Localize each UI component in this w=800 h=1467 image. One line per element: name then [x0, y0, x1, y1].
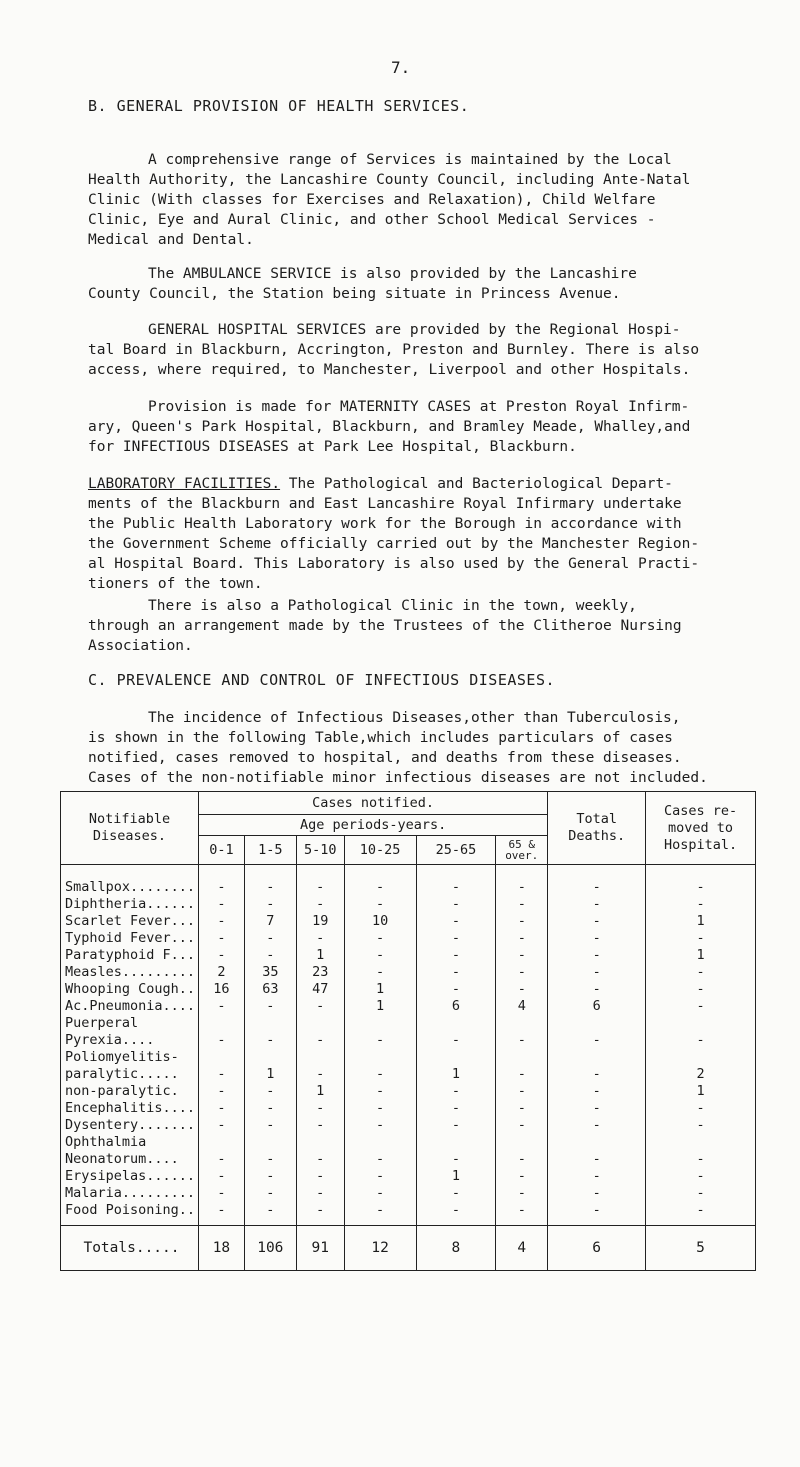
- table-cell: -: [344, 1015, 416, 1049]
- table-cell: -: [416, 1083, 496, 1100]
- section-b-paragraph-4: Provision is made for MATERNITY CASES at Preston Royal Infirm- ary, Queen's Park Hospital, Blackburn, and Bramley Meade, Whalley,and for INFECTIOUS DISEASES at Park Lee Hospital, Blackburn.: [88, 399, 691, 455]
- table-cell: -: [496, 1015, 548, 1049]
- table-cell: -: [646, 896, 756, 913]
- table-cell: -: [496, 896, 548, 913]
- table-cell: -: [416, 865, 496, 897]
- table-row: [61, 1117, 756, 1134]
- table-cell: -: [296, 1168, 344, 1185]
- totals-label: Totals.....: [61, 1226, 199, 1271]
- table-cell: -: [198, 865, 244, 897]
- disease-name: Dysentery.......: [61, 1117, 199, 1134]
- table-cell: -: [244, 947, 296, 964]
- total-cell: 4: [496, 1226, 548, 1271]
- table-cell: -: [296, 1049, 344, 1083]
- section-c-paragraph-1: The incidence of Infectious Diseases,other than Tuberculosis, is shown in the following Table,which includes particulars of cases notified, cases removed to hospital, and deaths from these diseases. Cases of the non-notifiable minor infectious diseases are not included.: [88, 710, 708, 786]
- table-cell: -: [548, 1015, 646, 1049]
- table-cell: -: [496, 964, 548, 981]
- table-cell: -: [548, 1134, 646, 1168]
- table-cell: -: [646, 930, 756, 947]
- table-cell: -: [646, 1015, 756, 1049]
- table-cell: -: [496, 1202, 548, 1226]
- table-cell: -: [244, 865, 296, 897]
- section-b-paragraph-5: [88, 474, 748, 594]
- table-cell: -: [416, 947, 496, 964]
- table-cell: -: [416, 1015, 496, 1049]
- table-cell: -: [344, 865, 416, 897]
- table-cell: -: [416, 913, 496, 930]
- table-cell: 16: [198, 981, 244, 998]
- header-notifiable-diseases: Notifiable Diseases.: [61, 792, 199, 865]
- table-cell: -: [548, 981, 646, 998]
- header-cases-removed: Cases re-moved to Hospital.: [646, 792, 756, 865]
- table-cell: 6: [548, 998, 646, 1015]
- disease-name: Whooping Cough..: [61, 981, 199, 998]
- table-cell: 1: [344, 998, 416, 1015]
- table-cell: -: [496, 947, 548, 964]
- table-cell: -: [296, 1100, 344, 1117]
- section-b-paragraph-1: A comprehensive range of Services is maintained by the Local Health Authority, the Lancashire County Council, including Ante-Natal Clinic (With classes for Exercises and Relaxation), Child Welfare Clinic, Eye and Aural Clinic, and other School Medical Services - Medical and Dental.: [88, 152, 691, 248]
- table-cell: 23: [296, 964, 344, 981]
- table-cell: -: [496, 1185, 548, 1202]
- table-cell: -: [344, 930, 416, 947]
- table-cell: 1: [244, 1049, 296, 1083]
- disease-name: Food Poisoning..: [61, 1202, 199, 1226]
- table-cell: -: [416, 964, 496, 981]
- table-cell: -: [344, 1100, 416, 1117]
- table-cell: -: [244, 896, 296, 913]
- table-cell: -: [548, 1168, 646, 1185]
- table-cell: -: [416, 1202, 496, 1226]
- table-cell: -: [548, 913, 646, 930]
- table-cell: -: [496, 1168, 548, 1185]
- disease-name: Typhoid Fever...: [61, 930, 199, 947]
- header-age-periods: Age periods-years.: [198, 815, 547, 836]
- table-cell: 63: [244, 981, 296, 998]
- table-row: [61, 1100, 756, 1117]
- table-cell: 1: [416, 1049, 496, 1083]
- section-b-paragraph-2: The AMBULANCE SERVICE is also provided by the Lancashire County Council, the Station being situate in Princess Avenue.: [88, 266, 637, 302]
- age-group-header: 25-65: [416, 836, 496, 865]
- table-cell: -: [548, 1117, 646, 1134]
- table-cell: -: [198, 947, 244, 964]
- table-cell: 2: [198, 964, 244, 981]
- table-cell: -: [548, 930, 646, 947]
- infectious-diseases-table: [60, 791, 756, 1271]
- table-cell: -: [344, 1185, 416, 1202]
- table-row: [61, 1049, 756, 1083]
- table-cell: -: [244, 1168, 296, 1185]
- table-row: [61, 1015, 756, 1049]
- age-group-header: 5-10: [296, 836, 344, 865]
- laboratory-facilities-lead: LABORATORY FACILITIES.: [88, 476, 281, 492]
- table-row: [61, 930, 756, 947]
- table-cell: -: [296, 1015, 344, 1049]
- table-row: [61, 865, 756, 897]
- table-cell: -: [646, 981, 756, 998]
- table-cell: -: [496, 1117, 548, 1134]
- total-cell: 18: [198, 1226, 244, 1271]
- table-cell: -: [244, 1134, 296, 1168]
- table-cell: 1: [296, 1083, 344, 1100]
- disease-name: Malaria.........: [61, 1185, 199, 1202]
- disease-name: Poliomyelitis- paralytic.....: [61, 1049, 199, 1083]
- table-cell: 1: [296, 947, 344, 964]
- table-cell: -: [244, 998, 296, 1015]
- table-cell: -: [244, 1100, 296, 1117]
- table-cell: -: [416, 896, 496, 913]
- table-row: [61, 1134, 756, 1168]
- table-cell: -: [416, 1185, 496, 1202]
- table-cell: -: [416, 930, 496, 947]
- page-number: 7.: [391, 58, 411, 77]
- table-cell: -: [198, 1134, 244, 1168]
- table-cell: -: [646, 1202, 756, 1226]
- total-cell: 5: [646, 1226, 756, 1271]
- table-row: [61, 1202, 756, 1226]
- table-cell: -: [198, 1083, 244, 1100]
- table-cell: -: [646, 1185, 756, 1202]
- table-cell: 6: [416, 998, 496, 1015]
- table-cell: -: [496, 981, 548, 998]
- table-row: [61, 1083, 756, 1100]
- table-cell: -: [548, 896, 646, 913]
- table-cell: -: [416, 1134, 496, 1168]
- table-row: [61, 896, 756, 913]
- table-cell: -: [198, 1049, 244, 1083]
- table-cell: -: [198, 896, 244, 913]
- table-row: [61, 1185, 756, 1202]
- table-cell: -: [344, 1202, 416, 1226]
- age-group-header: 1-5: [244, 836, 296, 865]
- table-cell: 7: [244, 913, 296, 930]
- table-cell: -: [548, 964, 646, 981]
- table-cell: -: [548, 947, 646, 964]
- table-cell: -: [344, 1117, 416, 1134]
- table-cell: -: [296, 896, 344, 913]
- disease-name: Ophthalmia Neonatorum....: [61, 1134, 199, 1168]
- disease-name: Paratyphoid F...: [61, 947, 199, 964]
- table-cell: 4: [496, 998, 548, 1015]
- disease-name: Measles.........: [61, 964, 199, 981]
- section-b-heading: B. GENERAL PROVISION OF HEALTH SERVICES.: [88, 97, 470, 115]
- table-cell: -: [646, 1134, 756, 1168]
- table-cell: -: [198, 913, 244, 930]
- table-cell: -: [344, 964, 416, 981]
- table-cell: -: [548, 1100, 646, 1117]
- total-cell: 106: [244, 1226, 296, 1271]
- header-cases-notified: Cases notified.: [198, 792, 547, 815]
- table-cell: -: [496, 913, 548, 930]
- table-cell: -: [296, 1134, 344, 1168]
- totals-row: [61, 1226, 756, 1271]
- table-cell: 19: [296, 913, 344, 930]
- disease-name: Scarlet Fever...: [61, 913, 199, 930]
- table-cell: -: [548, 1083, 646, 1100]
- table-cell: -: [198, 1168, 244, 1185]
- table-cell: -: [416, 1117, 496, 1134]
- total-cell: 8: [416, 1226, 496, 1271]
- table-cell: -: [296, 1185, 344, 1202]
- table-cell: -: [296, 998, 344, 1015]
- total-cell: 12: [344, 1226, 416, 1271]
- table-cell: -: [646, 1168, 756, 1185]
- table-cell: -: [548, 865, 646, 897]
- table-cell: -: [344, 1168, 416, 1185]
- table-row: [61, 981, 756, 998]
- age-group-header: 0-1: [198, 836, 244, 865]
- laboratory-facilities-text: The Pathological and Bacteriological Depart- ments of the Blackburn and East Lancashire Royal Infirmary undertake the Public Health Laboratory work for the Borough in accordance with the Government Scheme officially carried out by the Manchester Region- al Hospital Board. This Laboratory is also used by the General Practi- tioners of the town.: [88, 476, 700, 592]
- table-row: [61, 913, 756, 930]
- table-cell: -: [198, 1202, 244, 1226]
- table-cell: -: [646, 1117, 756, 1134]
- table-cell: -: [496, 1100, 548, 1117]
- table-cell: -: [244, 1015, 296, 1049]
- disease-name: non-paralytic.: [61, 1083, 199, 1100]
- header-total-deaths: Total Deaths.: [548, 792, 646, 865]
- table-cell: -: [244, 930, 296, 947]
- table-cell: -: [296, 865, 344, 897]
- table-cell: -: [344, 1083, 416, 1100]
- table-cell: 1: [646, 1083, 756, 1100]
- table-cell: 1: [416, 1168, 496, 1185]
- disease-rows: [61, 865, 756, 1226]
- table-row: [61, 947, 756, 964]
- disease-name: Encephalitis....: [61, 1100, 199, 1117]
- table-row: [61, 1168, 756, 1185]
- section-b-paragraph-3: GENERAL HOSPITAL SERVICES are provided by the Regional Hospi- tal Board in Blackburn, Accrington, Preston and Burnley. There is also access, where required, to Manchester, Liverpool and other Hospitals.: [88, 322, 700, 378]
- table-cell: -: [244, 1202, 296, 1226]
- table-cell: -: [646, 998, 756, 1015]
- table-cell: 1: [646, 913, 756, 930]
- table-cell: 2: [646, 1049, 756, 1083]
- table-cell: -: [296, 1117, 344, 1134]
- table-cell: -: [344, 947, 416, 964]
- table-cell: -: [548, 1185, 646, 1202]
- table-cell: -: [416, 1100, 496, 1117]
- table-cell: -: [296, 1202, 344, 1226]
- table-cell: -: [646, 1100, 756, 1117]
- table-cell: -: [244, 1083, 296, 1100]
- age-group-header: 65 & over.: [496, 836, 548, 865]
- disease-name: Puerperal Pyrexia....: [61, 1015, 199, 1049]
- table-cell: -: [198, 1185, 244, 1202]
- table-cell: 10: [344, 913, 416, 930]
- table-cell: -: [344, 1049, 416, 1083]
- table-row: [61, 998, 756, 1015]
- table-cell: 1: [646, 947, 756, 964]
- table-cell: 1: [344, 981, 416, 998]
- table-cell: -: [344, 896, 416, 913]
- table-cell: -: [646, 865, 756, 897]
- table-cell: -: [244, 1117, 296, 1134]
- table-cell: -: [198, 998, 244, 1015]
- table-cell: 47: [296, 981, 344, 998]
- table-cell: -: [548, 1049, 646, 1083]
- disease-name: Smallpox........: [61, 865, 199, 897]
- table-cell: 35: [244, 964, 296, 981]
- table-cell: -: [198, 1015, 244, 1049]
- total-cell: 91: [296, 1226, 344, 1271]
- table-cell: -: [496, 1134, 548, 1168]
- disease-name: Ac.Pneumonia....: [61, 998, 199, 1015]
- section-b-paragraph-6: There is also a Pathological Clinic in the town, weekly, through an arrangement made by the Trustees of the Clitheroe Nursing Association.: [88, 598, 682, 654]
- table-row: [61, 964, 756, 981]
- table-cell: -: [198, 930, 244, 947]
- disease-name: Diphtheria......: [61, 896, 199, 913]
- table-cell: -: [496, 1049, 548, 1083]
- table-cell: -: [496, 1083, 548, 1100]
- section-c-heading: C. PREVALENCE AND CONTROL OF INFECTIOUS DISEASES.: [88, 671, 556, 689]
- table-cell: -: [198, 1117, 244, 1134]
- table-cell: -: [244, 1185, 296, 1202]
- table-cell: -: [496, 930, 548, 947]
- table-cell: -: [496, 865, 548, 897]
- age-group-header: 10-25: [344, 836, 416, 865]
- table-cell: -: [198, 1100, 244, 1117]
- table-cell: -: [548, 1202, 646, 1226]
- disease-name: Erysipelas......: [61, 1168, 199, 1185]
- table-cell: -: [416, 981, 496, 998]
- table-cell: -: [296, 930, 344, 947]
- table-cell: -: [344, 1134, 416, 1168]
- table-cell: -: [646, 964, 756, 981]
- total-cell: 6: [548, 1226, 646, 1271]
